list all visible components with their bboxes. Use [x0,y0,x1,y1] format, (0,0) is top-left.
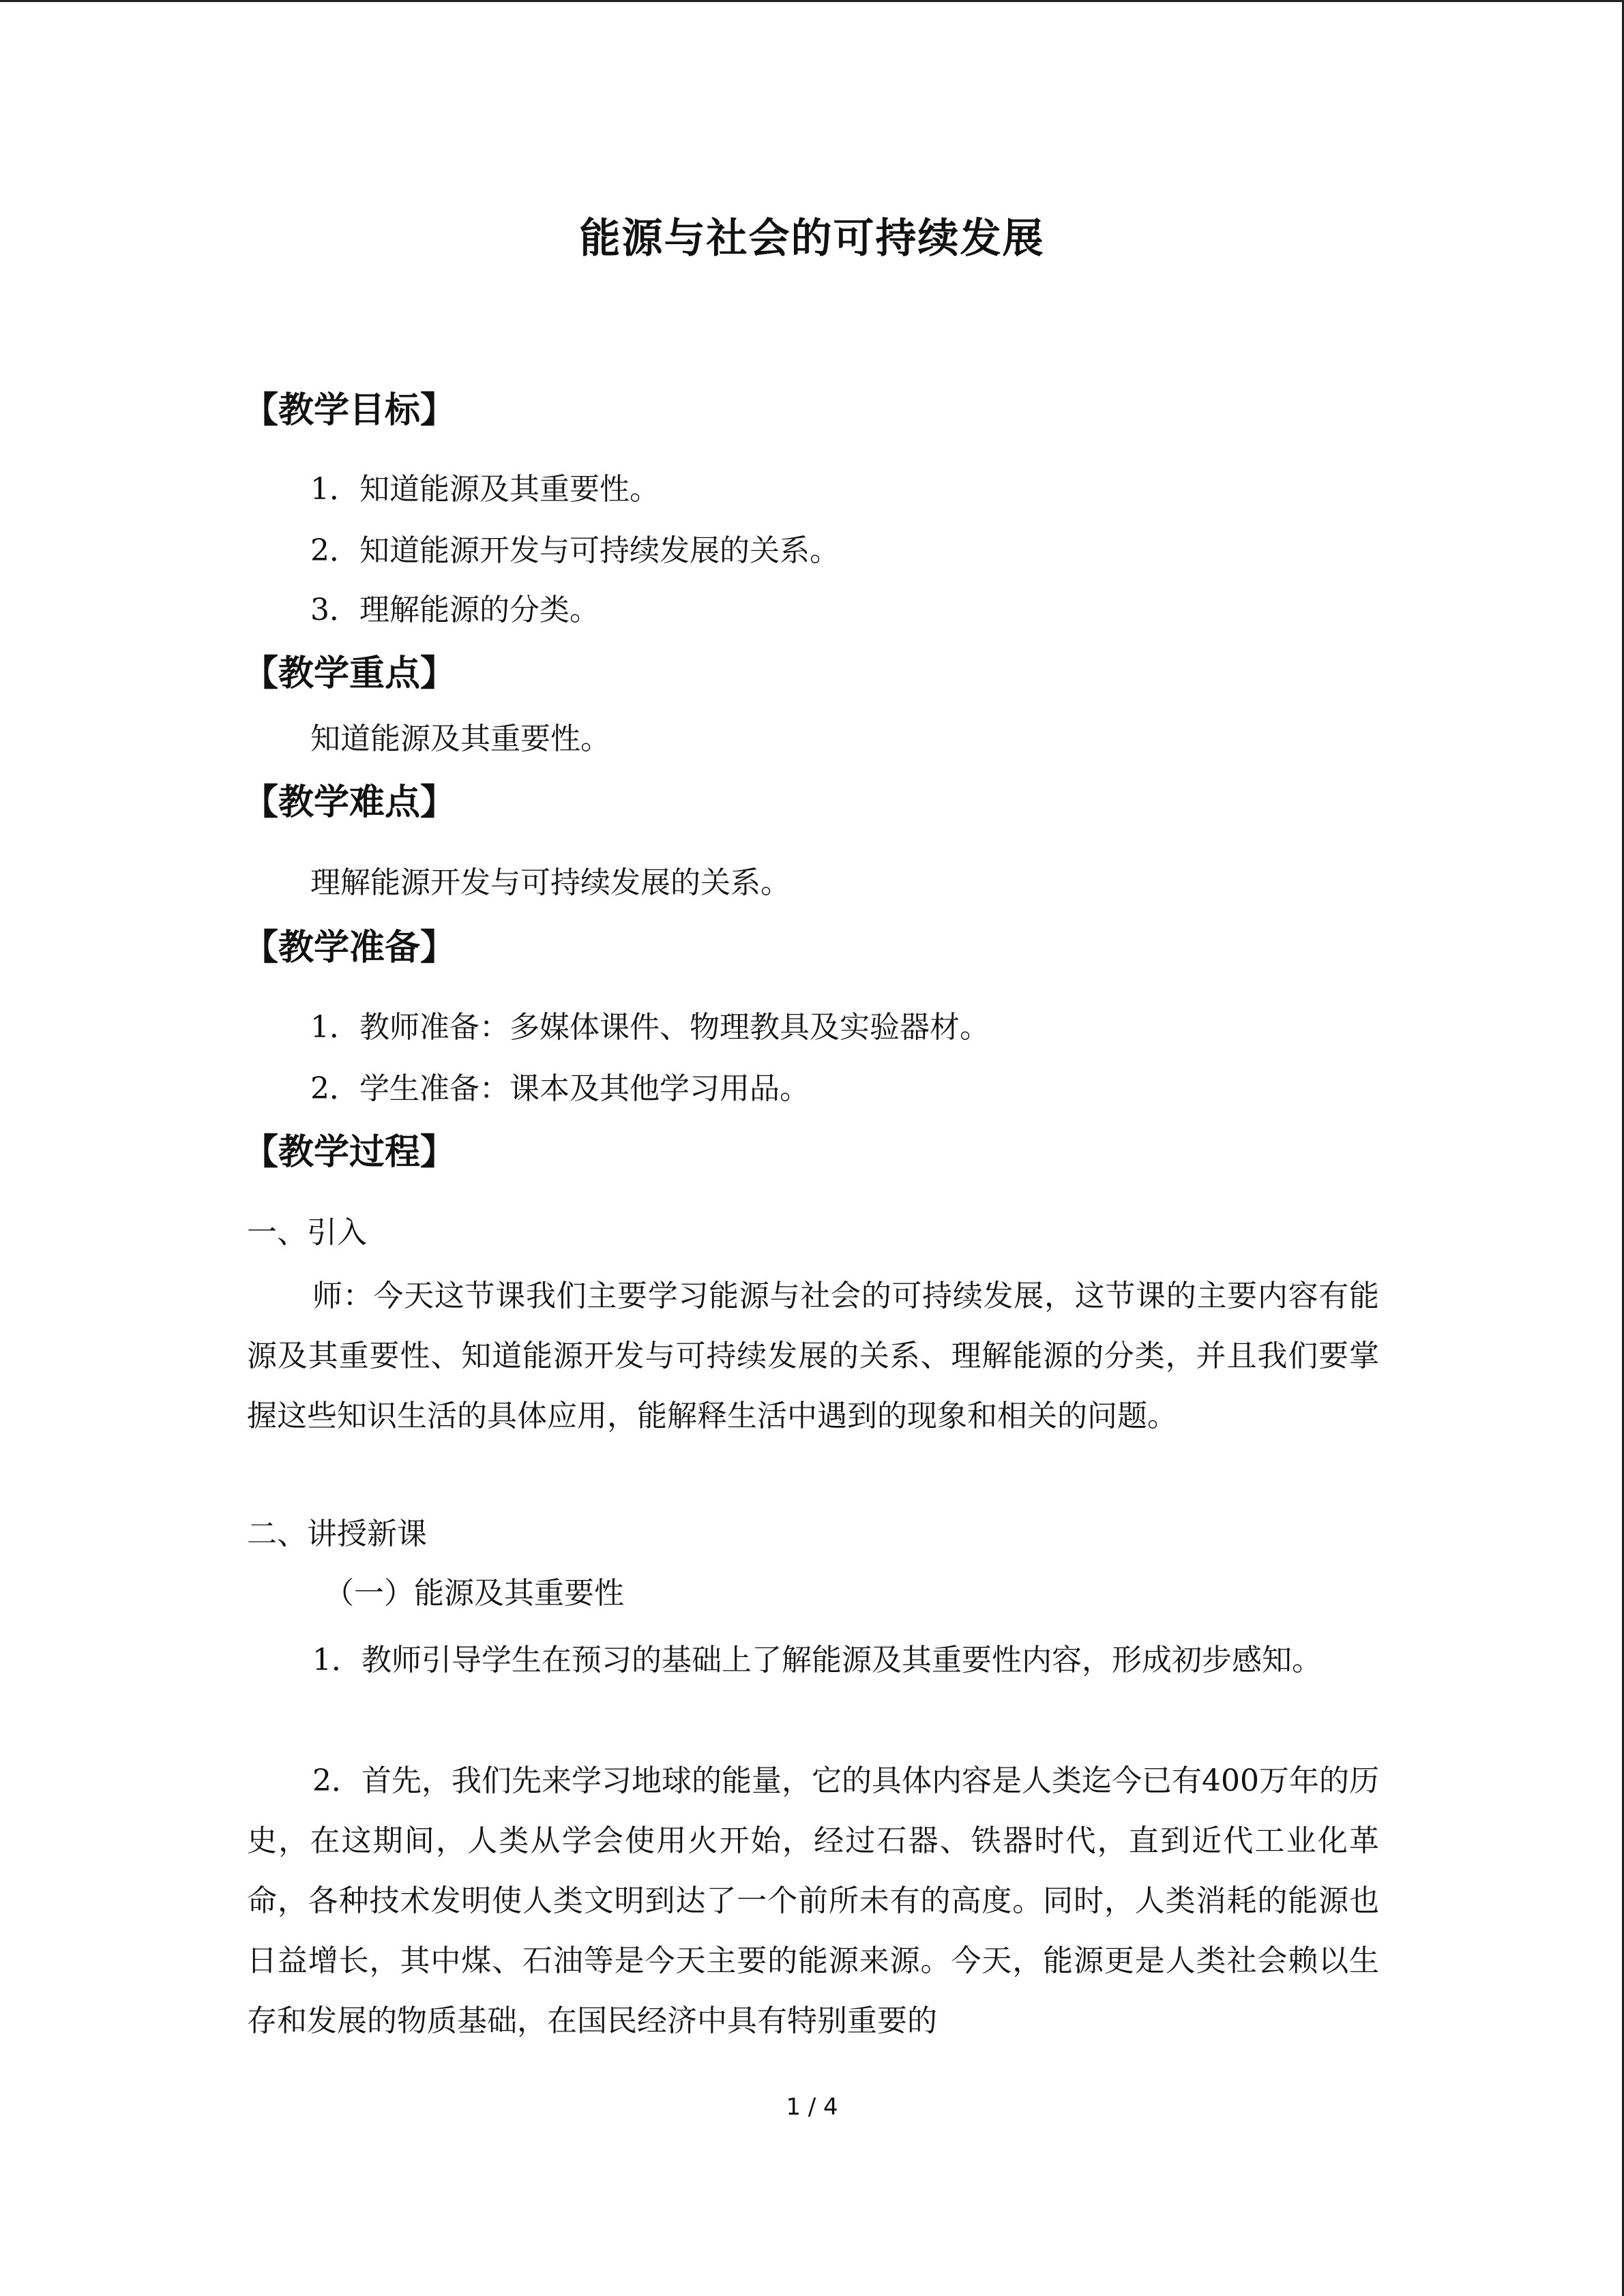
process-part1-paragraph: 师：今天这节课我们主要学习能源与社会的可持续发展，这节课的主要内容有能源及其重要性、知道能源开发与可持续发展的关系、理解能源的分类，并且我们要掌握这些知识生活的具体应用，能解释生活中遇到的现象和相关的问题。 [247,1279,1379,1433]
process-subsection-1-title: （一）能源及其重要性 [324,1576,624,1611]
page-border-top [0,0,1624,2]
key-points-text: 知道能源及其重要性。 [310,721,610,756]
objective-item-2: 2．知道能源开发与可持续发展的关系。 [310,533,840,568]
preparation-item-1: 1．教师准备：多媒体课件、物理教具及实验器材。 [310,1010,990,1045]
preparation-item-2: 2．学生准备：课本及其他学习用品。 [310,1071,810,1106]
page-number: 1 / 4 [786,2093,838,2121]
heading-objectives: 【教学目标】 [243,390,456,431]
document-title: 能源与社会的可持续发展 [579,215,1045,263]
heading-process: 【教学过程】 [243,1132,456,1173]
process-part2-title: 二、讲授新课 [247,1517,427,1551]
objective-item-1: 1．知道能源及其重要性。 [310,472,660,507]
objective-item-3: 3．理解能源的分类。 [310,593,600,627]
heading-preparation: 【教学准备】 [243,927,456,968]
process-part1-title: 一、引入 [247,1215,367,1250]
process-step-1: 1．教师引导学生在预习的基础上了解能源及其重要性内容，形成初步感知。 [312,1643,1322,1678]
difficulties-text: 理解能源开发与可持续发展的关系。 [310,865,791,900]
process-step-2: 2．首先，我们先来学习地球的能量，它的具体内容是人类迄今已有400万年的历史，在这期间，人类从学会使用火开始，经过石器、铁器时代，直到近代工业化革命，各种技术发明使人类文明到达了一个前所未有的高度。同时，人类消耗的能源也日益增长，其中煤、石油等是今天主要的能源来源。今天，能源更是人类社会赖以生存和发展的物质基础，在国民经济中具有特别重要的 [247,1763,1379,2038]
heading-key-points: 【教学重点】 [243,653,456,694]
heading-difficulties: 【教学难点】 [243,782,456,823]
